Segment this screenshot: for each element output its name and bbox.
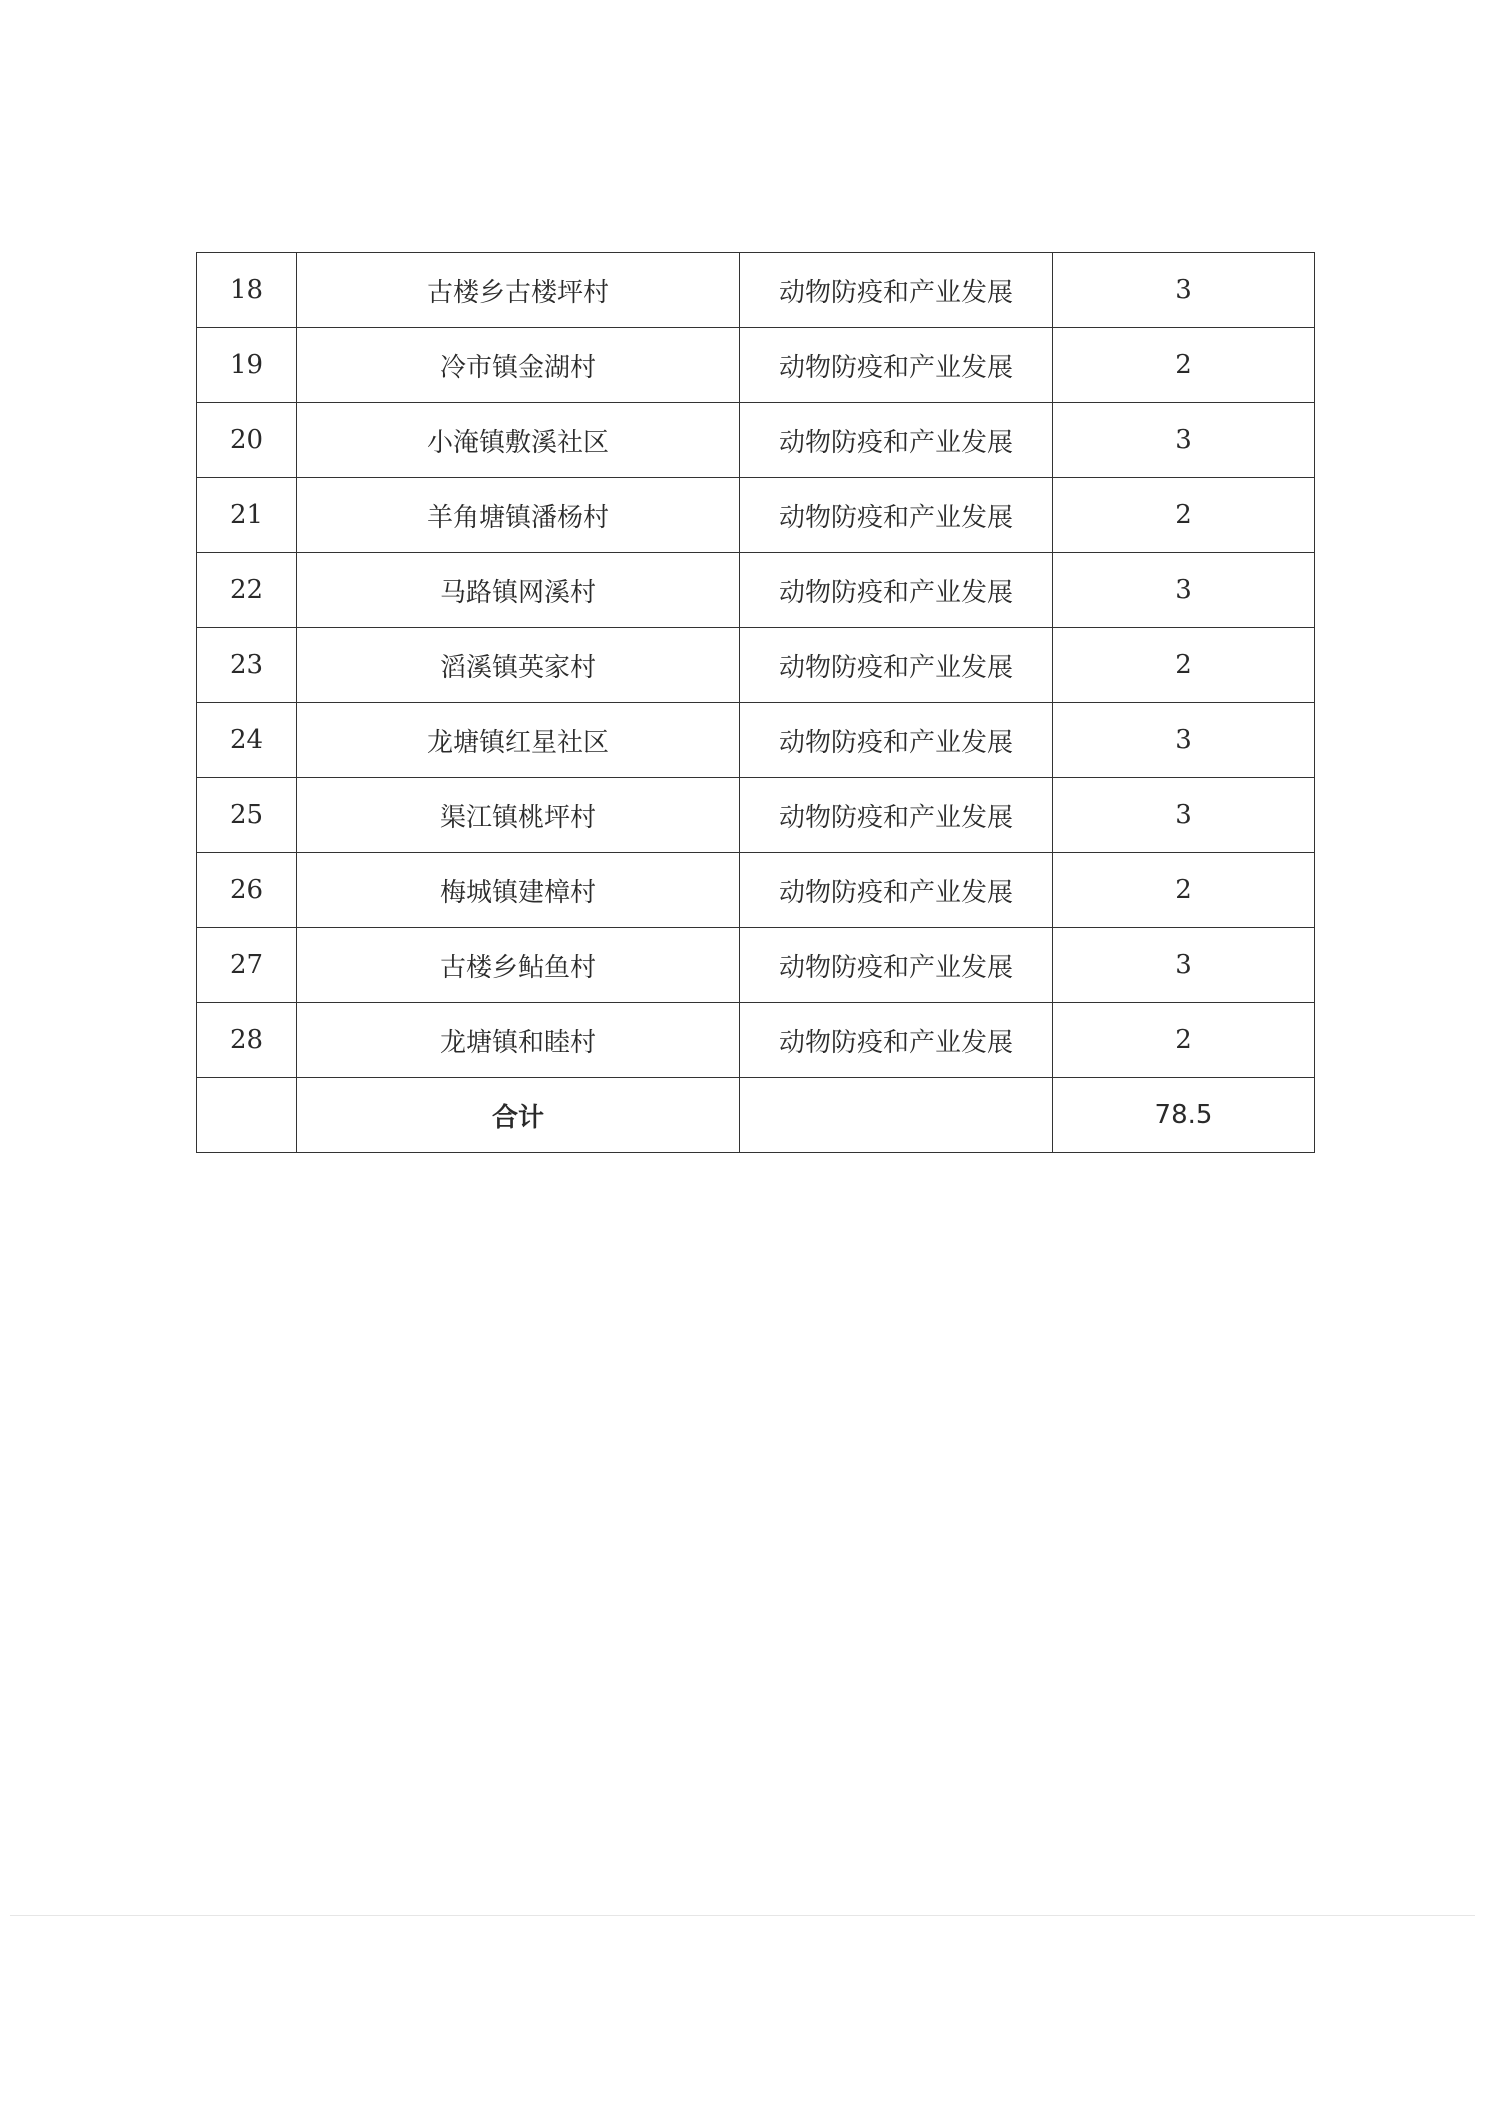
fund-amount: 3	[1053, 703, 1315, 778]
row-index: 22	[197, 553, 297, 628]
table-row	[197, 1003, 1315, 1078]
table-row	[197, 553, 1315, 628]
table-row	[197, 328, 1315, 403]
fund-amount: 3	[1053, 553, 1315, 628]
village-name: 龙塘镇和睦村	[297, 1003, 740, 1078]
village-name: 羊角塘镇潘杨村	[297, 478, 740, 553]
total-amount: 78.5	[1053, 1078, 1315, 1153]
row-index: 19	[197, 328, 297, 403]
fund-amount: 3	[1053, 403, 1315, 478]
fund-use: 动物防疫和产业发展	[740, 1003, 1053, 1078]
fund-amount: 2	[1053, 1003, 1315, 1078]
fund-use: 动物防疫和产业发展	[740, 403, 1053, 478]
table-row	[197, 403, 1315, 478]
fund-amount: 2	[1053, 478, 1315, 553]
row-index: 24	[197, 703, 297, 778]
table-row	[197, 853, 1315, 928]
total-label: 合计	[297, 1078, 740, 1153]
total-row	[197, 1078, 1315, 1153]
row-index: 28	[197, 1003, 297, 1078]
fund-use: 动物防疫和产业发展	[740, 778, 1053, 853]
row-index: 26	[197, 853, 297, 928]
village-name: 梅城镇建樟村	[297, 853, 740, 928]
village-name: 龙塘镇红星社区	[297, 703, 740, 778]
row-index: 21	[197, 478, 297, 553]
allocation-table	[196, 252, 1315, 1153]
fund-amount: 2	[1053, 853, 1315, 928]
fund-amount: 2	[1053, 628, 1315, 703]
table-row	[197, 703, 1315, 778]
table-row	[197, 928, 1315, 1003]
scan-edge-line	[10, 1915, 1475, 1916]
fund-amount: 2	[1053, 328, 1315, 403]
village-name: 古楼乡鲇鱼村	[297, 928, 740, 1003]
fund-use: 动物防疫和产业发展	[740, 253, 1053, 328]
row-index: 27	[197, 928, 297, 1003]
fund-use: 动物防疫和产业发展	[740, 703, 1053, 778]
row-index: 23	[197, 628, 297, 703]
fund-use: 动物防疫和产业发展	[740, 553, 1053, 628]
village-name: 冷市镇金湖村	[297, 328, 740, 403]
fund-use: 动物防疫和产业发展	[740, 478, 1053, 553]
village-name: 滔溪镇英家村	[297, 628, 740, 703]
fund-amount: 3	[1053, 253, 1315, 328]
row-index: 20	[197, 403, 297, 478]
fund-use: 动物防疫和产业发展	[740, 628, 1053, 703]
fund-use: 动物防疫和产业发展	[740, 853, 1053, 928]
table-row	[197, 253, 1315, 328]
table-row	[197, 778, 1315, 853]
fund-use: 动物防疫和产业发展	[740, 328, 1053, 403]
table-row	[197, 478, 1315, 553]
total-use-cell	[740, 1078, 1053, 1153]
fund-use: 动物防疫和产业发展	[740, 928, 1053, 1003]
village-name: 马路镇网溪村	[297, 553, 740, 628]
village-name: 小淹镇敷溪社区	[297, 403, 740, 478]
table-row	[197, 628, 1315, 703]
fund-amount: 3	[1053, 778, 1315, 853]
row-index: 25	[197, 778, 297, 853]
table-body	[197, 253, 1315, 1153]
total-index-cell	[197, 1078, 297, 1153]
fund-amount: 3	[1053, 928, 1315, 1003]
village-name: 渠江镇桃坪村	[297, 778, 740, 853]
row-index: 18	[197, 253, 297, 328]
village-name: 古楼乡古楼坪村	[297, 253, 740, 328]
